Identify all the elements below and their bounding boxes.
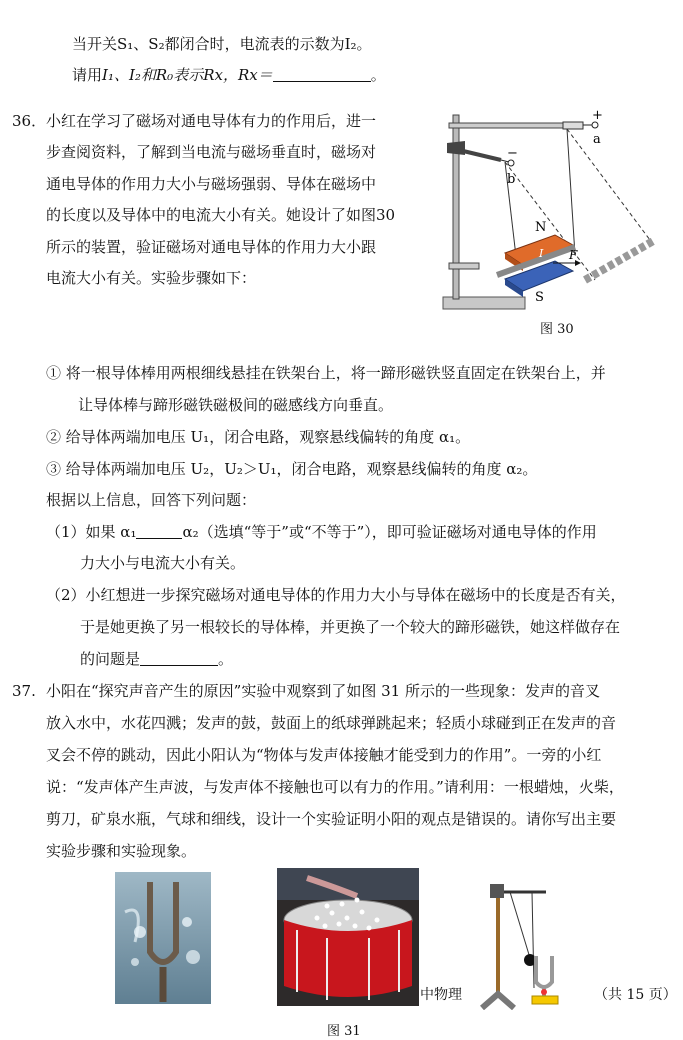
- text-line: 小红在学习了磁场对通电导体有力的作用后，进一: [46, 112, 377, 130]
- step-line: ③ 给导体两端加电压 U₂，U₂＞U₁，闭合电路，观察悬线偏转的角度 α₂。: [46, 460, 538, 478]
- label-plus: +: [592, 108, 603, 123]
- text-line: 当开关S₁、S₂都闭合时，电流表的示数为I₂。: [72, 35, 372, 53]
- page-count: （共 15 页）: [594, 987, 677, 1003]
- text-fragment: （1）如果 α₁: [46, 523, 137, 541]
- text-line: 根据以上信息，回答下列问题：: [46, 491, 257, 509]
- answer-blank[interactable]: [140, 650, 218, 666]
- text-line: 小阳在“探究声音产生的原因”实验中观察到了如图 31 所示的一些现象：发声的音叉: [46, 682, 600, 700]
- step-line: ① 将一根导体棒用两根细线悬挂在铁架台上，将一蹄形磁铁竖直固定在铁架台上，并: [46, 364, 606, 382]
- text-line: 剪刀，矿泉水瓶，气球和细线，设计一个实验证明小阳的观点是错误的。请你写出主要: [46, 810, 617, 828]
- figure-30-caption: 图 30: [540, 322, 574, 337]
- text-line: [80, 648, 233, 670]
- lower-arm: [459, 150, 501, 160]
- text-line: 电流大小有关。实验步骤如下：: [46, 269, 257, 287]
- text-fragment: α₂（选填“等于”或“不等于”），即可验证磁场对通电导体的作用: [182, 523, 597, 541]
- text-line: 实验步骤和实验现象。: [46, 842, 197, 860]
- label-f: F: [569, 248, 578, 262]
- drawing-ball-and-tuning-fork: [472, 878, 572, 1010]
- text-line: 所示的装置，验证磁场对通电导体的作用力大小跟: [46, 238, 377, 256]
- text-line: 于是她更换了另一根较长的导体棒，并更换了一个较大的蹄形磁铁，她这样做存在: [80, 618, 621, 636]
- watermark-text: 中物理: [420, 987, 462, 1003]
- text-fragment: 的问题是: [80, 650, 141, 668]
- text-line: 叉会不停的跳动，因此小阳认为“物体与发声体接触才能受到力的作用”。一旁的小红: [46, 746, 602, 764]
- text-line: （2）小红想进一步探究磁场对通电导体的作用力大小与导体在磁场中的长度是否有关，: [46, 586, 626, 604]
- text-line: 通电导体的作用力大小与磁场强弱、导体在磁场中: [46, 175, 377, 193]
- label-i: I: [539, 247, 544, 260]
- text-fragment: 请用: [72, 66, 103, 84]
- answer-blank[interactable]: [273, 66, 371, 82]
- text-line: [46, 521, 597, 543]
- top-arm: [449, 123, 569, 128]
- label-n: N: [535, 220, 547, 235]
- text-line: 的长度以及导体中的电流大小有关。她设计了如图30: [46, 206, 396, 224]
- question-number: 36．: [12, 112, 47, 130]
- label-s: S: [535, 290, 544, 305]
- text-line: 放入水中，水花四溅；发声的鼓，鼓面上的纸球弹跳起来；轻质小球碰到正在发声的音: [46, 714, 617, 732]
- question-number: 37.: [12, 682, 36, 700]
- text-fragment: 。: [370, 66, 386, 84]
- text-line: 说：“发声体产生声波，与发声体不接触也可以有力的作用。”请利用：一根蜡烛，火柴，: [46, 778, 624, 796]
- thread: [567, 129, 575, 255]
- step-line: 让导体棒与蹄形磁铁磁极间的磁感线方向垂直。: [78, 396, 394, 414]
- text-fragment: I₁、I₂和R₀表示Rx，Rx＝: [102, 66, 273, 84]
- text-fragment: 。: [218, 650, 234, 668]
- text-line: 力大小与电流大小有关。: [80, 554, 246, 572]
- label-a: a: [593, 132, 601, 147]
- step-line: ② 给导体两端加电压 U₁，闭合电路，观察悬线偏转的角度 α₁。: [46, 428, 471, 446]
- label-minus: −: [507, 146, 518, 161]
- figure-31-caption: 图 31: [327, 1024, 361, 1039]
- photo-tuning-fork-water: [115, 872, 211, 1004]
- figure-30-apparatus: [435, 105, 675, 320]
- answer-blank[interactable]: [136, 523, 182, 539]
- label-b: b: [507, 172, 516, 187]
- photo-drum-paper-balls: [277, 868, 419, 1006]
- text-line: [72, 64, 386, 86]
- text-line: 步查阅资料，了解到当电流与磁场垂直时，磁场对: [46, 143, 377, 161]
